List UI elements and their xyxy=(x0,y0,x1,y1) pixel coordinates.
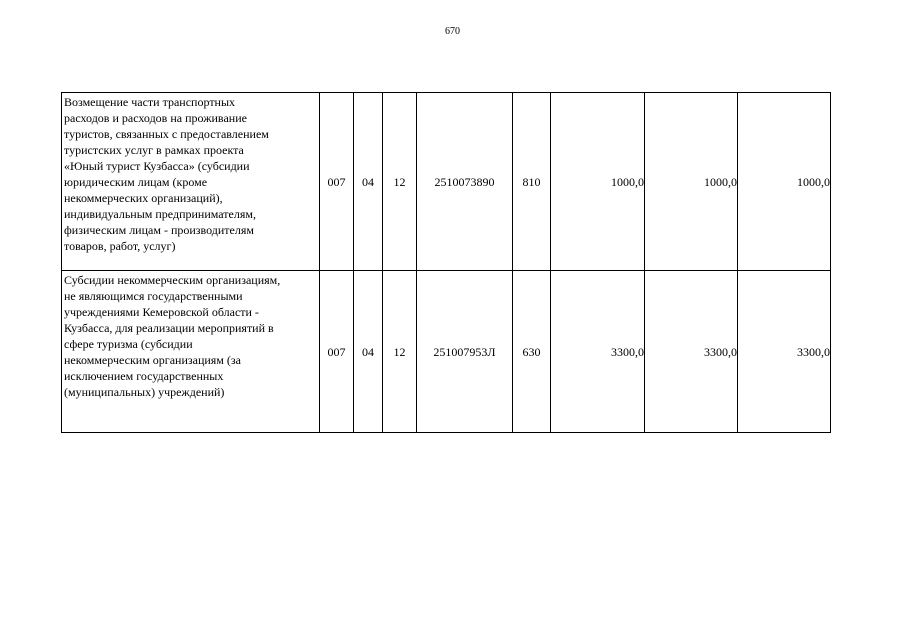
table-row xyxy=(62,93,831,271)
section-code: 04 xyxy=(354,271,383,433)
section-code: 04 xyxy=(354,93,383,271)
target-article-code: 251007953Л xyxy=(417,271,513,433)
description-line: физическим лицам - производителям xyxy=(64,223,254,237)
description-line: исключением государственных xyxy=(64,369,224,383)
description-line: некоммерческим организациям (за xyxy=(64,353,241,367)
description-line: туристских услуг в рамках проекта xyxy=(64,143,244,157)
expense-type-code: 810 xyxy=(513,93,551,271)
amount-year-3: 1000,0 xyxy=(738,93,831,271)
expense-description xyxy=(62,271,320,433)
description-line: некоммерческих организаций), xyxy=(64,191,223,205)
expense-description xyxy=(62,93,320,271)
description-line: «Юный турист Кузбасса» (субсидии xyxy=(64,159,250,173)
table-row xyxy=(62,271,831,433)
description-line: (муниципальных) учреждений) xyxy=(64,385,225,399)
description-line: Кузбасса, для реализации мероприятий в xyxy=(64,321,274,335)
description-line: Возмещение части транспортных xyxy=(64,95,236,109)
expense-type-code: 630 xyxy=(513,271,551,433)
amount-year-1: 1000,0 xyxy=(551,93,645,271)
description-line: товаров, работ, услуг) xyxy=(64,239,176,253)
description-line: расходов и расходов на проживание xyxy=(64,111,247,125)
amount-year-3: 3300,0 xyxy=(738,271,831,433)
ministry-code: 007 xyxy=(320,93,354,271)
amount-year-1: 3300,0 xyxy=(551,271,645,433)
description-line: юридическим лицам (кроме xyxy=(64,175,208,189)
page-number: 670 xyxy=(445,26,460,37)
ministry-code: 007 xyxy=(320,271,354,433)
description-line: учреждениями Кемеровской области - xyxy=(64,305,259,319)
subsection-code: 12 xyxy=(383,271,417,433)
description-line: не являющимся государственными xyxy=(64,289,243,303)
subsection-code: 12 xyxy=(383,93,417,271)
budget-table xyxy=(61,92,831,433)
amount-year-2: 3300,0 xyxy=(645,271,738,433)
target-article-code: 2510073890 xyxy=(417,93,513,271)
description-line: индивидуальным предпринимателям, xyxy=(64,207,256,221)
amount-year-2: 1000,0 xyxy=(645,93,738,271)
description-line: туристов, связанных с предоставлением xyxy=(64,127,269,141)
description-line: сфере туризма (субсидии xyxy=(64,337,193,351)
description-line: Субсидии некоммерческим организациям, xyxy=(64,273,281,287)
